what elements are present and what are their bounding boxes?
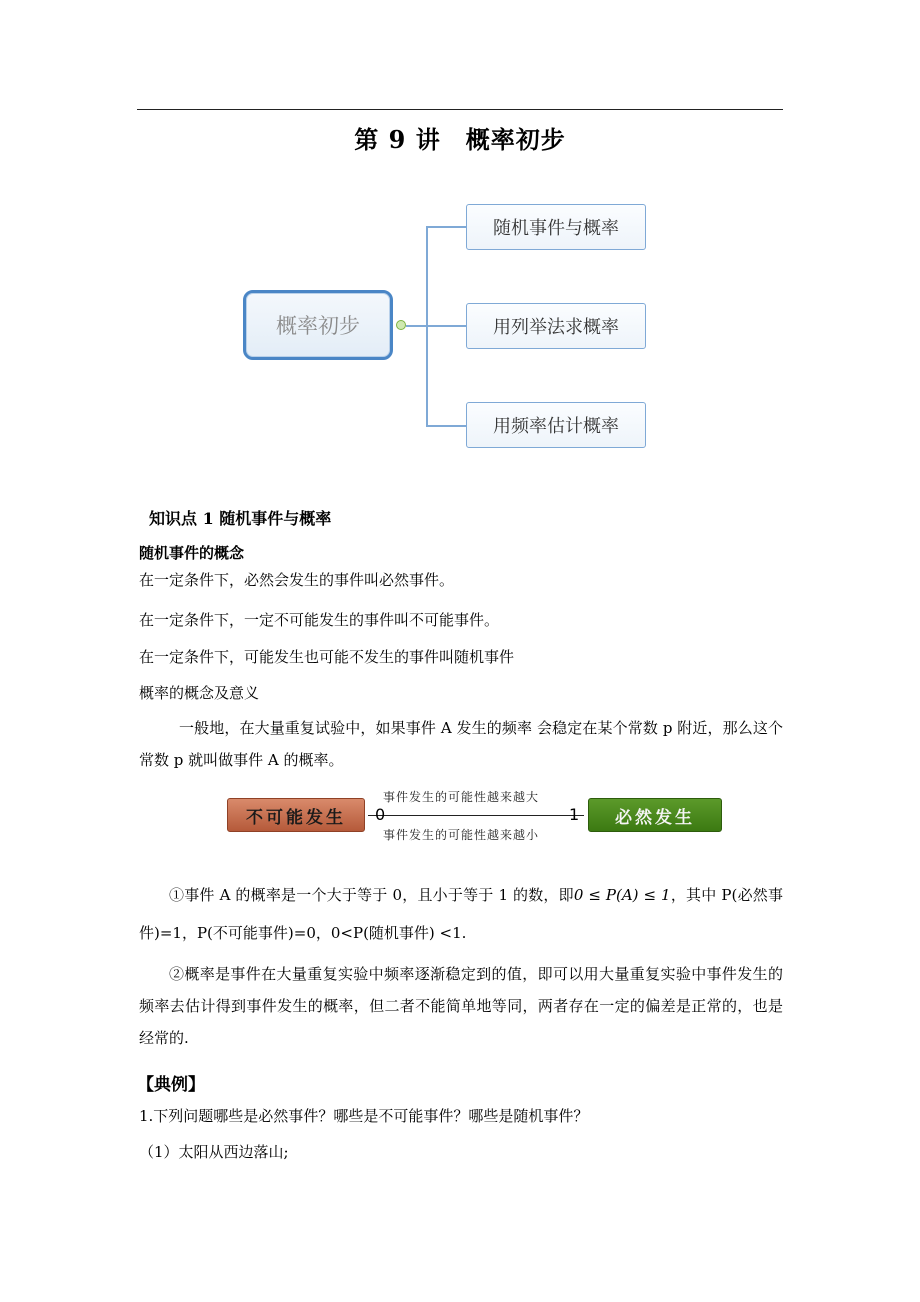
section-heading: 知识点 1 随机事件与概率 xyxy=(149,509,332,528)
question-1-text: 1.下列问题哪些是必然事件？哪些是不可能事件？哪些是随机事件？ xyxy=(139,1107,589,1125)
mindmap-connector xyxy=(406,325,427,327)
note-1-text-cont: ，其中 P(必然事件)=1，P(不可能事件)=0，0<P(随机事件) <1. xyxy=(139,886,783,942)
question-1-item: （1）太阳从西边落山; xyxy=(139,1143,289,1161)
paragraph: 概率的概念及意义 xyxy=(139,684,260,702)
subsection-heading: 随机事件的概念 xyxy=(139,544,245,562)
mindmap-node: 随机事件与概率 xyxy=(466,204,646,250)
page-title: 第 9 讲 概率初步 xyxy=(354,125,566,154)
scale-line xyxy=(368,815,584,816)
impossible-box: 不可能发生 xyxy=(227,798,365,832)
collapse-icon xyxy=(396,320,406,330)
scale-max: 1 xyxy=(569,805,580,824)
scale-caption-top: 事件发生的可能性越来越大 xyxy=(383,790,540,804)
note-2: ②概率是事件在大量重复实验中频率逐渐稳定到的值，即可以用大量重复实验中事件发生的频率去估计得到事件发生的概率，但二者不能简单地等同，两者存在一定的偏差是正常的，也是经常的. xyxy=(139,965,783,1047)
paragraph: 在一定条件下，必然会发生的事件叫必然事件。 xyxy=(139,571,455,589)
mindmap-branch-line xyxy=(426,325,466,327)
paragraph: 在一定条件下，可能发生也可能不发生的事件叫随机事件 xyxy=(139,648,515,666)
scale-caption-bottom: 事件发生的可能性越来越小 xyxy=(383,828,540,842)
mindmap-branch-line xyxy=(426,425,466,427)
note-1-text: ①事件 A 的概率是一个大于等于 0，且小于等于 1 的数，即 xyxy=(169,886,574,904)
certain-box: 必然发生 xyxy=(588,798,722,832)
mindmap-node: 用频率估计概率 xyxy=(466,402,646,448)
mindmap-branch-line xyxy=(426,226,466,228)
definition-paragraph: 一般地，在大量重复试验中，如果事件 A 发生的频率 会稳定在某个常数 p 附近，那么这个常数 p 就叫做事件 A 的概率。 xyxy=(139,719,783,769)
scale-min: 0 xyxy=(375,805,386,824)
mindmap-root: 概率初步 xyxy=(243,290,393,360)
header-rule xyxy=(137,109,783,110)
note-1 xyxy=(139,876,783,952)
example-heading: 【典例】 xyxy=(137,1075,205,1095)
probability-inequality: 0 ≤ P(A) ≤ 1 xyxy=(573,886,671,904)
mindmap-node: 用列举法求概率 xyxy=(466,303,646,349)
question-1 xyxy=(139,1106,588,1126)
paragraph: 在一定条件下，一定不可能发生的事件叫不可能事件。 xyxy=(139,611,500,629)
